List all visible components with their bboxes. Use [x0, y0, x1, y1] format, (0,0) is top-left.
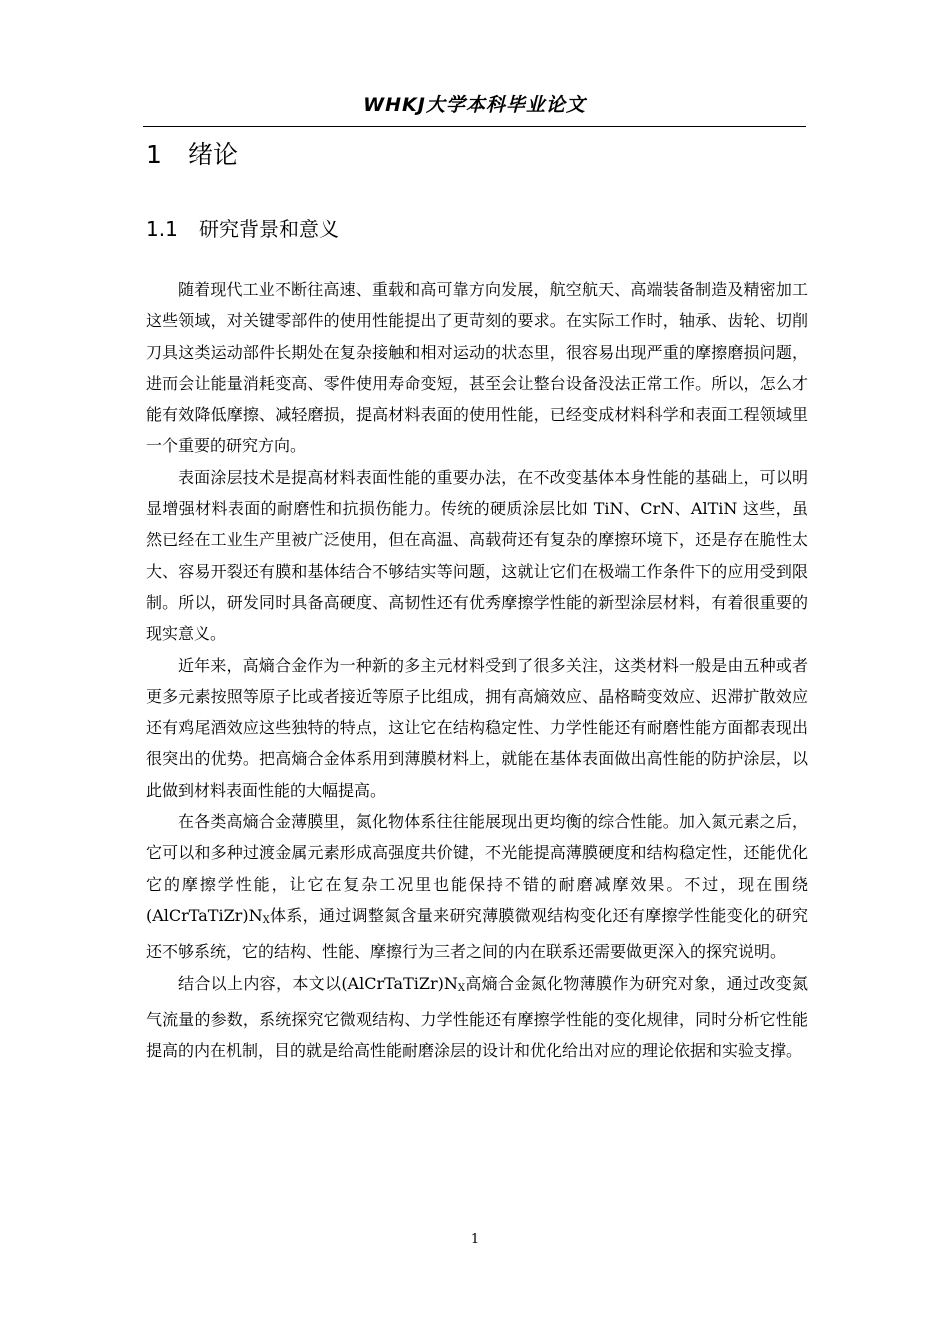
chapter-heading	[146, 135, 238, 175]
section-title: 研究背景和意义	[199, 217, 339, 241]
chapter-number: 1	[146, 140, 162, 169]
subscript-x: X	[457, 982, 466, 994]
paragraph-4-part-1: 在各类高熵合金薄膜里，氮化物体系往往能展现出更均衡的综合性能。加入氮元素之后，它可以和多种过渡金属元素形成高强度共价键，不光能提高薄膜硬度和结构稳定性，还能优化它的摩擦学性能，让它在复杂工况里也能保持不错的耐磨减摩效果。不过，现在围绕(AlCrTaTiZr)N	[146, 812, 808, 925]
paragraph-2: 表面涂层技术是提高材料表面性能的重要办法，在不改变基体本身性能的基础上，可以明显增强材料表面的耐磨性和抗损伤能力。传统的硬质涂层比如 TiN、CrN、AlTiN 这些，虽然已经在工业生产里被广泛使用，但在高温、高载荷还有复杂的摩擦环境下，还是存在脆性太大、容易开裂还有膜和基体结合不够结实等问题，这就让它们在极端工作条件下的应用受到限制。所以，研发同时具备高硬度、高韧性还有优秀摩擦学性能的新型涂层材料，有着很重要的现实意义。	[146, 467, 808, 644]
header-title: WHKJ大学本科毕业论文	[363, 94, 586, 116]
paragraph-3: 近年来，高熵合金作为一种新的多主元材料受到了很多关注，这类材料一般是由五种或者更多元素按照等原子比或者接近等原子比组成，拥有高熵效应、晶格畸变效应、迟滞扩散效应还有鸡尾酒效应这些独特的特点，这让它在结构稳定性、力学性能还有耐磨性能方面都表现出很突出的优势。把高熵合金体系用到薄膜材料上，就能在基体表面做出高性能的防护涂层，以此做到材料表面性能的大幅提高。	[146, 655, 808, 800]
subscript-x: X	[262, 914, 270, 926]
paragraph-5-part-1: 结合以上内容，本文以(AlCrTaTiZr)N	[178, 973, 458, 993]
paragraph-4-part-2: 体系，通过调整氮含量来研究薄膜微观结构变化还有摩擦学性能变化的研究还不够系统，它的结构、性能、摩擦行为三者之间的内在联系还需要做更深入的探究说明。	[146, 905, 808, 962]
body-text	[146, 274, 808, 1066]
section-heading	[146, 212, 339, 246]
paragraph-5	[146, 968, 808, 1067]
paragraph-5-part-2: 高熵合金氮化物薄膜作为研究对象，通过改变氮气流量的参数，系统探究它微观结构、力学性能还有摩擦学性能的变化规律，同时分析它性能提高的内在机制，目的就是给高性能耐磨涂层的设计和优化给出对应的理论依据和实验支撑。	[146, 973, 808, 1061]
paragraph-1: 随着现代工业不断往高速、重载和高可靠方向发展，航空航天、高端装备制造及精密加工这些领域，对关键零部件的使用性能提出了更苛刻的要求。在实际工作时，轴承、齿轮、切削刀具这类运动部件长期处在复杂接触和相对运动的状态里，很容易出现严重的摩擦磨损问题，进而会让能量消耗变高、零件使用寿命变短，甚至会让整台设备没法正常工作。所以，怎么才能有效降低摩擦、减轻磨损，提高材料表面的使用性能，已经变成材料科学和表面工程领域里一个重要的研究方向。	[146, 280, 808, 456]
section-number: 1.1	[146, 217, 178, 241]
page-header	[143, 88, 806, 127]
page-number: 1	[470, 1232, 480, 1247]
paragraph-4	[146, 806, 808, 967]
chapter-title: 绪论	[188, 140, 239, 169]
